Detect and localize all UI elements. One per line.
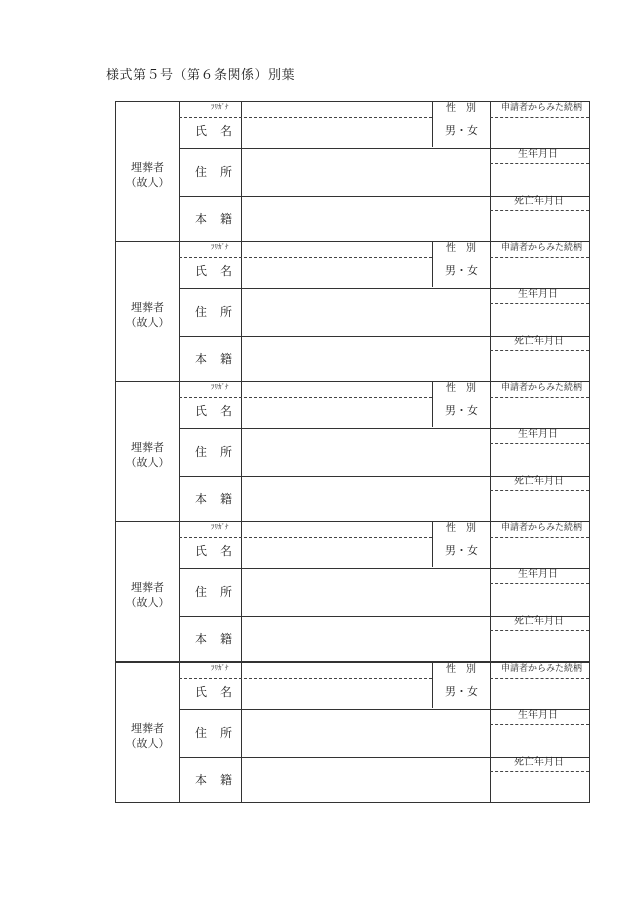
relationship-label: 申請者からみた続柄 [501, 664, 583, 674]
deceased-label-line1: 埋葬者 [131, 161, 164, 174]
column-divider [179, 663, 180, 802]
deceased-label-line2: （故人） [125, 737, 170, 750]
deceased-record-block [115, 521, 590, 662]
birth-divider [490, 724, 589, 725]
deceased-record-block [115, 662, 590, 803]
name-label: 氏名 [195, 544, 246, 558]
address-label: 住所 [195, 165, 246, 179]
honseki-label: 本籍 [195, 492, 246, 506]
relationship-divider [490, 678, 589, 679]
relationship-label: 申請者からみた続柄 [501, 523, 583, 533]
honseki-label: 本籍 [195, 212, 246, 226]
deceased-record-block [115, 101, 590, 242]
birth-divider [490, 303, 589, 304]
birth-date-label: 生年月日 [518, 429, 558, 440]
deceased-label-line1: 埋葬者 [131, 441, 164, 454]
deceased-label-line1: 埋葬者 [131, 301, 164, 314]
furigana-label: ﾌﾘｶﾞﾅ [211, 664, 229, 672]
death-date-label: 死亡年月日 [514, 616, 564, 627]
column-divider [432, 382, 433, 427]
column-divider [490, 102, 491, 241]
birth-date-label: 生年月日 [518, 289, 558, 300]
deceased-label-line2: （故人） [125, 176, 170, 189]
deceased-label-line2: （故人） [125, 456, 170, 469]
column-divider [179, 382, 180, 521]
death-divider [490, 210, 589, 211]
address-label: 住所 [195, 726, 246, 740]
furigana-divider [179, 117, 432, 118]
address-label: 住所 [195, 445, 246, 459]
deceased-label [116, 160, 179, 190]
relationship-label: 申請者からみた続柄 [501, 103, 583, 113]
sex-label: 性別 [446, 243, 486, 254]
furigana-label: ﾌﾘｶﾞﾅ [211, 103, 229, 111]
furigana-divider [179, 257, 432, 258]
death-date-label: 死亡年月日 [514, 196, 564, 207]
birth-divider [490, 583, 589, 584]
relationship-label: 申請者からみた続柄 [501, 383, 583, 393]
relationship-divider [490, 257, 589, 258]
relationship-divider [490, 397, 589, 398]
deceased-label-line1: 埋葬者 [131, 722, 164, 735]
sex-label: 性別 [446, 103, 486, 114]
deceased-label [116, 721, 179, 751]
deceased-label [116, 300, 179, 330]
deceased-label-line2: （故人） [125, 596, 170, 609]
deceased-label-line2: （故人） [125, 316, 170, 329]
name-label: 氏名 [195, 124, 246, 138]
sex-options: 男・女 [445, 404, 478, 417]
name-label: 氏名 [195, 264, 246, 278]
relationship-divider [490, 117, 589, 118]
birth-date-label: 生年月日 [518, 149, 558, 160]
furigana-divider [179, 678, 432, 679]
furigana-label: ﾌﾘｶﾞﾅ [211, 523, 229, 531]
honseki-label: 本籍 [195, 773, 246, 787]
birth-divider [490, 163, 589, 164]
column-divider [490, 663, 491, 802]
birth-date-label: 生年月日 [518, 569, 558, 580]
furigana-divider [179, 397, 432, 398]
form-title: 様式第５号（第６条関係）別葉 [106, 68, 296, 83]
death-date-label: 死亡年月日 [514, 476, 564, 487]
sex-label: 性別 [446, 383, 486, 394]
deceased-label-line1: 埋葬者 [131, 581, 164, 594]
column-divider [490, 522, 491, 661]
deceased-record-block [115, 381, 590, 522]
sex-options: 男・女 [445, 124, 478, 137]
relationship-label: 申請者からみた続柄 [501, 243, 583, 253]
sex-label: 性別 [446, 664, 486, 675]
column-divider [179, 242, 180, 381]
sex-options: 男・女 [445, 544, 478, 557]
deceased-label [116, 440, 179, 470]
honseki-label: 本籍 [195, 632, 246, 646]
deceased-record-block [115, 241, 590, 382]
column-divider [179, 102, 180, 241]
column-divider [432, 102, 433, 147]
name-label: 氏名 [195, 404, 246, 418]
deceased-label [116, 580, 179, 610]
address-label: 住所 [195, 305, 246, 319]
death-date-label: 死亡年月日 [514, 336, 564, 347]
sex-options: 男・女 [445, 264, 478, 277]
column-divider [179, 522, 180, 661]
name-label: 氏名 [195, 685, 246, 699]
death-divider [490, 630, 589, 631]
death-divider [490, 350, 589, 351]
death-divider [490, 490, 589, 491]
honseki-label: 本籍 [195, 352, 246, 366]
death-divider [490, 771, 589, 772]
column-divider [490, 382, 491, 521]
sex-options: 男・女 [445, 685, 478, 698]
column-divider [432, 663, 433, 708]
birth-date-label: 生年月日 [518, 710, 558, 721]
column-divider [490, 242, 491, 381]
furigana-label: ﾌﾘｶﾞﾅ [211, 383, 229, 391]
furigana-label: ﾌﾘｶﾞﾅ [211, 243, 229, 251]
birth-divider [490, 443, 589, 444]
address-label: 住所 [195, 585, 246, 599]
column-divider [432, 242, 433, 287]
sex-label: 性別 [446, 523, 486, 534]
relationship-divider [490, 537, 589, 538]
furigana-divider [179, 537, 432, 538]
column-divider [432, 522, 433, 567]
death-date-label: 死亡年月日 [514, 757, 564, 768]
